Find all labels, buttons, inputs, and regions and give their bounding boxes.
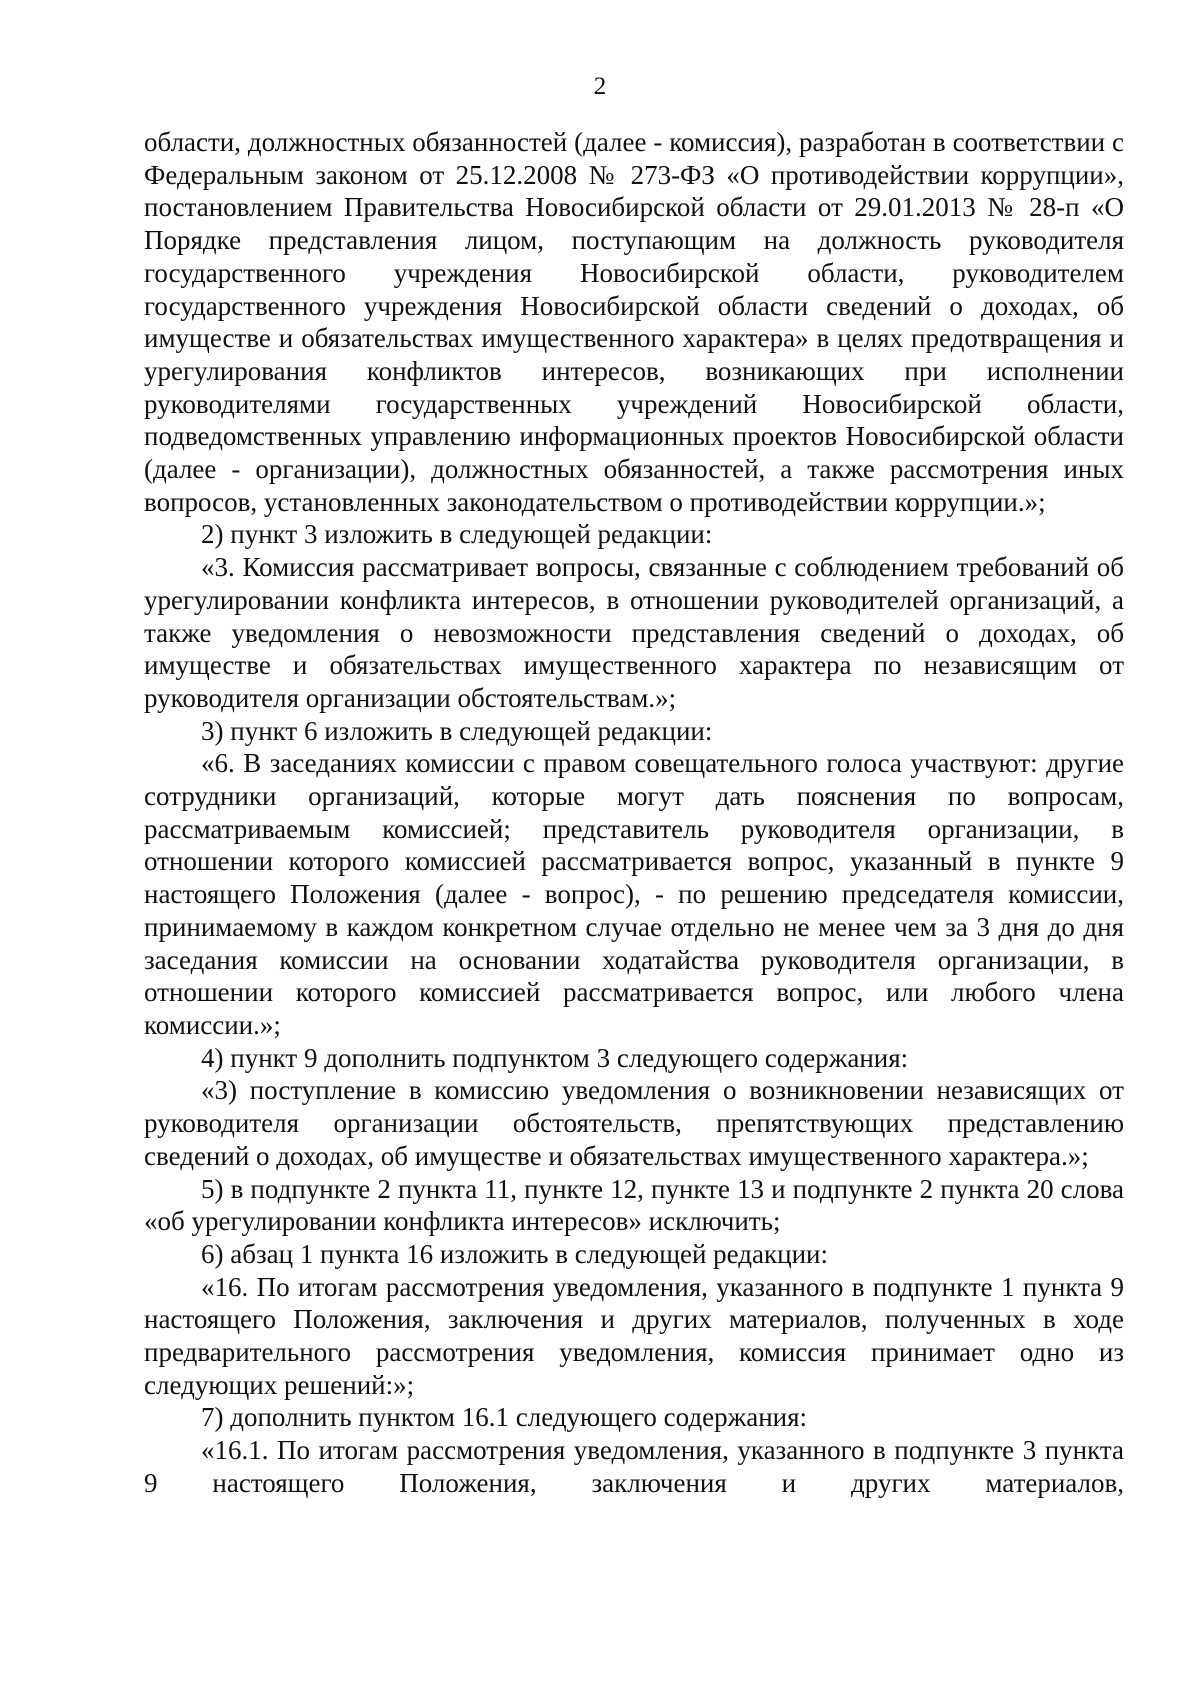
paragraph-item-5: 5) в подпункте 2 пункта 11, пункте 12, пункте 13 и подпункте 2 пункта 20 слова «об урегулировании конфликта интересов» исключить; [144, 1173, 1124, 1237]
paragraph-item-3: 3) пункт 6 изложить в следующей редакции: [201, 715, 713, 746]
paragraph-item-4: 4) пункт 9 дополнить подпунктом 3 следующего содержания: [201, 1042, 909, 1073]
paragraph-item-7: 7) дополнить пунктом 16.1 следующего содержания: [201, 1402, 808, 1433]
paragraph-item-2: 2) пункт 3 изложить в следующей редакции: [201, 519, 713, 550]
paragraph-continuation: области, должностных обязанностей (далее - комиссия), разработан в соответствии с Федеральным законом от 25.12.2008 № 273-ФЗ «О противодействии коррупции», постановлением Правительства Новосибирской области от 29.01.2013 № 28-п «О Порядке представления лицом, поступающим на должность руководителя государственного учреждения Новосибирской области, руководителем государственного учреждения Новосибирской области сведений о доходах, об имуществе и обязательствах имущественного характера» в целях предотвращения и урегулирования конфликтов интересов, возникающих при исполнении руководителями государственных учреждений Новосибирской области, подведомственных управлению информационных проектов Новосибирской области (далее - организации), должностных обязанностей, а также рассмотрения иных вопросов, установленных законодательством о противодействии коррупции.»; [144, 127, 1124, 517]
paragraph-clause-3: «3. Комиссия рассматривает вопросы, связанные с соблюдением требований об урегулировании конфликта интересов, в отношении руководителей организаций, а также уведомления о невозможности представления сведений о доходах, об имуществе и обязательствах имущественного характера по независящим от руководителя организации обстоятельствам.»; [144, 552, 1124, 713]
paragraph-clause-6: «6. В заседаниях комиссии с правом совещательного голоса участвуют: другие сотрудники организаций, которые могут дать пояснения по вопросам, рассматриваемым комиссией; представитель руководителя организации, в отношении которого комиссией рассматривается вопрос, указанный в пункте 9 настоящего Положения (далее - вопрос), - по решению председателя комиссии, принимаемому в каждом конкретном случае отдельно не менее чем за 3 дня до дня заседания комиссии на основании ходатайства руководителя организации, в отношении которого комиссией рассматривается вопрос, или любого члена комиссии.»; [144, 748, 1124, 1040]
paragraph-clause-16: «16. По итогам рассмотрения уведомления, указанного в подпункте 1 пункта 9 настоящего Положения, заключения и других материалов, полученных в ходе предварительного рассмотрения уведомления, комиссия принимает одно из следующих решений:»; [144, 1271, 1124, 1400]
page-number: 2 [593, 73, 607, 100]
document-body [144, 126, 1124, 1500]
paragraph-item-6: 6) абзац 1 пункта 16 изложить в следующей редакции: [201, 1238, 828, 1269]
paragraph-clause-16-1: «16.1. По итогам рассмотрения уведомления, указанного в подпункте 3 пункта 9 настоящего Положения, заключения и других материалов, [144, 1435, 1124, 1498]
paragraph-subclause-3: «3) поступление в комиссию уведомления о возникновении независящих от руководителя организации обстоятельств, препятствующих представлению сведений о доходах, об имуществе и обязательствах имущественного характера.»; [144, 1075, 1124, 1171]
